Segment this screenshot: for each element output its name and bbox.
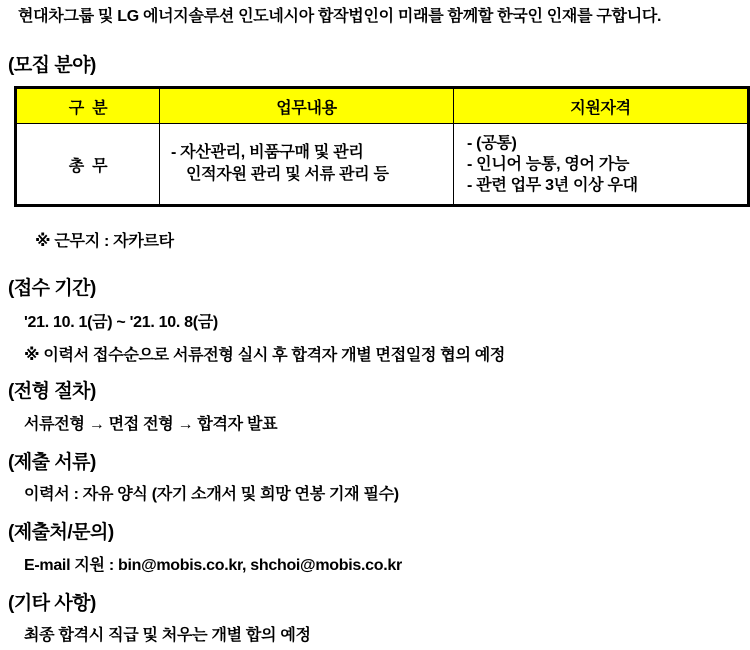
period-dates: '21. 10. 1(금) ~ '21. 10. 8(금) <box>24 314 218 331</box>
etc-detail: 최종 합격시 직급 및 처우는 개별 합의 예정 <box>24 627 311 644</box>
qualification-line: - 관련 업무 3년 이상 우대 <box>467 176 638 194</box>
qualification-line: - (공통) <box>467 134 517 152</box>
documents-detail: 이력서 : 자유 양식 (자기 소개서 및 희망 연봉 기재 필수) <box>24 486 399 503</box>
header-cell-category: 구 분 <box>16 88 160 124</box>
duties-line: - 자산관리, 비품구매 및 관리 <box>171 144 364 161</box>
cell-qualifications <box>454 124 749 206</box>
intro-text: 현대차그룹 및 LG 에너지솔루션 인도네시아 합작법인이 미래를 함께할 한국인 인재를 구합니다. <box>18 8 662 25</box>
duties-line: 인적자원 관리 및 서류 관리 등 <box>186 166 389 183</box>
header-cell-duties: 업무내용 <box>160 88 454 124</box>
job-posting-document <box>0 7 750 650</box>
table-row <box>16 124 749 206</box>
recruit-table <box>14 86 750 207</box>
documents-section-heading: (제출 서류) <box>8 452 96 473</box>
process-section-heading: (전형 절차) <box>8 381 96 402</box>
contact-email: E-mail 지원 : bin@mobis.co.kr, shchoi@mobis.co.kr <box>24 557 402 574</box>
period-section-heading: (접수 기간) <box>8 278 96 299</box>
contact-section-heading: (제출처/문의) <box>8 522 114 543</box>
recruit-table-header-row <box>16 88 749 124</box>
qualification-line: - 인니어 능통, 영어 가능 <box>467 155 630 173</box>
workplace-note: ※ 근무지 : 자카르타 <box>35 233 174 250</box>
etc-section-heading: (기타 사항) <box>8 593 96 614</box>
header-cell-qualifications: 지원자격 <box>454 88 749 124</box>
cell-category: 총 무 <box>16 124 160 206</box>
cell-duties <box>160 124 454 206</box>
process-steps: 서류전형 → 면접 전형 → 합격자 발표 <box>24 416 278 433</box>
period-note: ※ 이력서 접수순으로 서류전형 실시 후 합격자 개별 면접일정 협의 예정 <box>24 347 506 364</box>
recruit-section-heading: (모집 분야) <box>8 55 96 76</box>
